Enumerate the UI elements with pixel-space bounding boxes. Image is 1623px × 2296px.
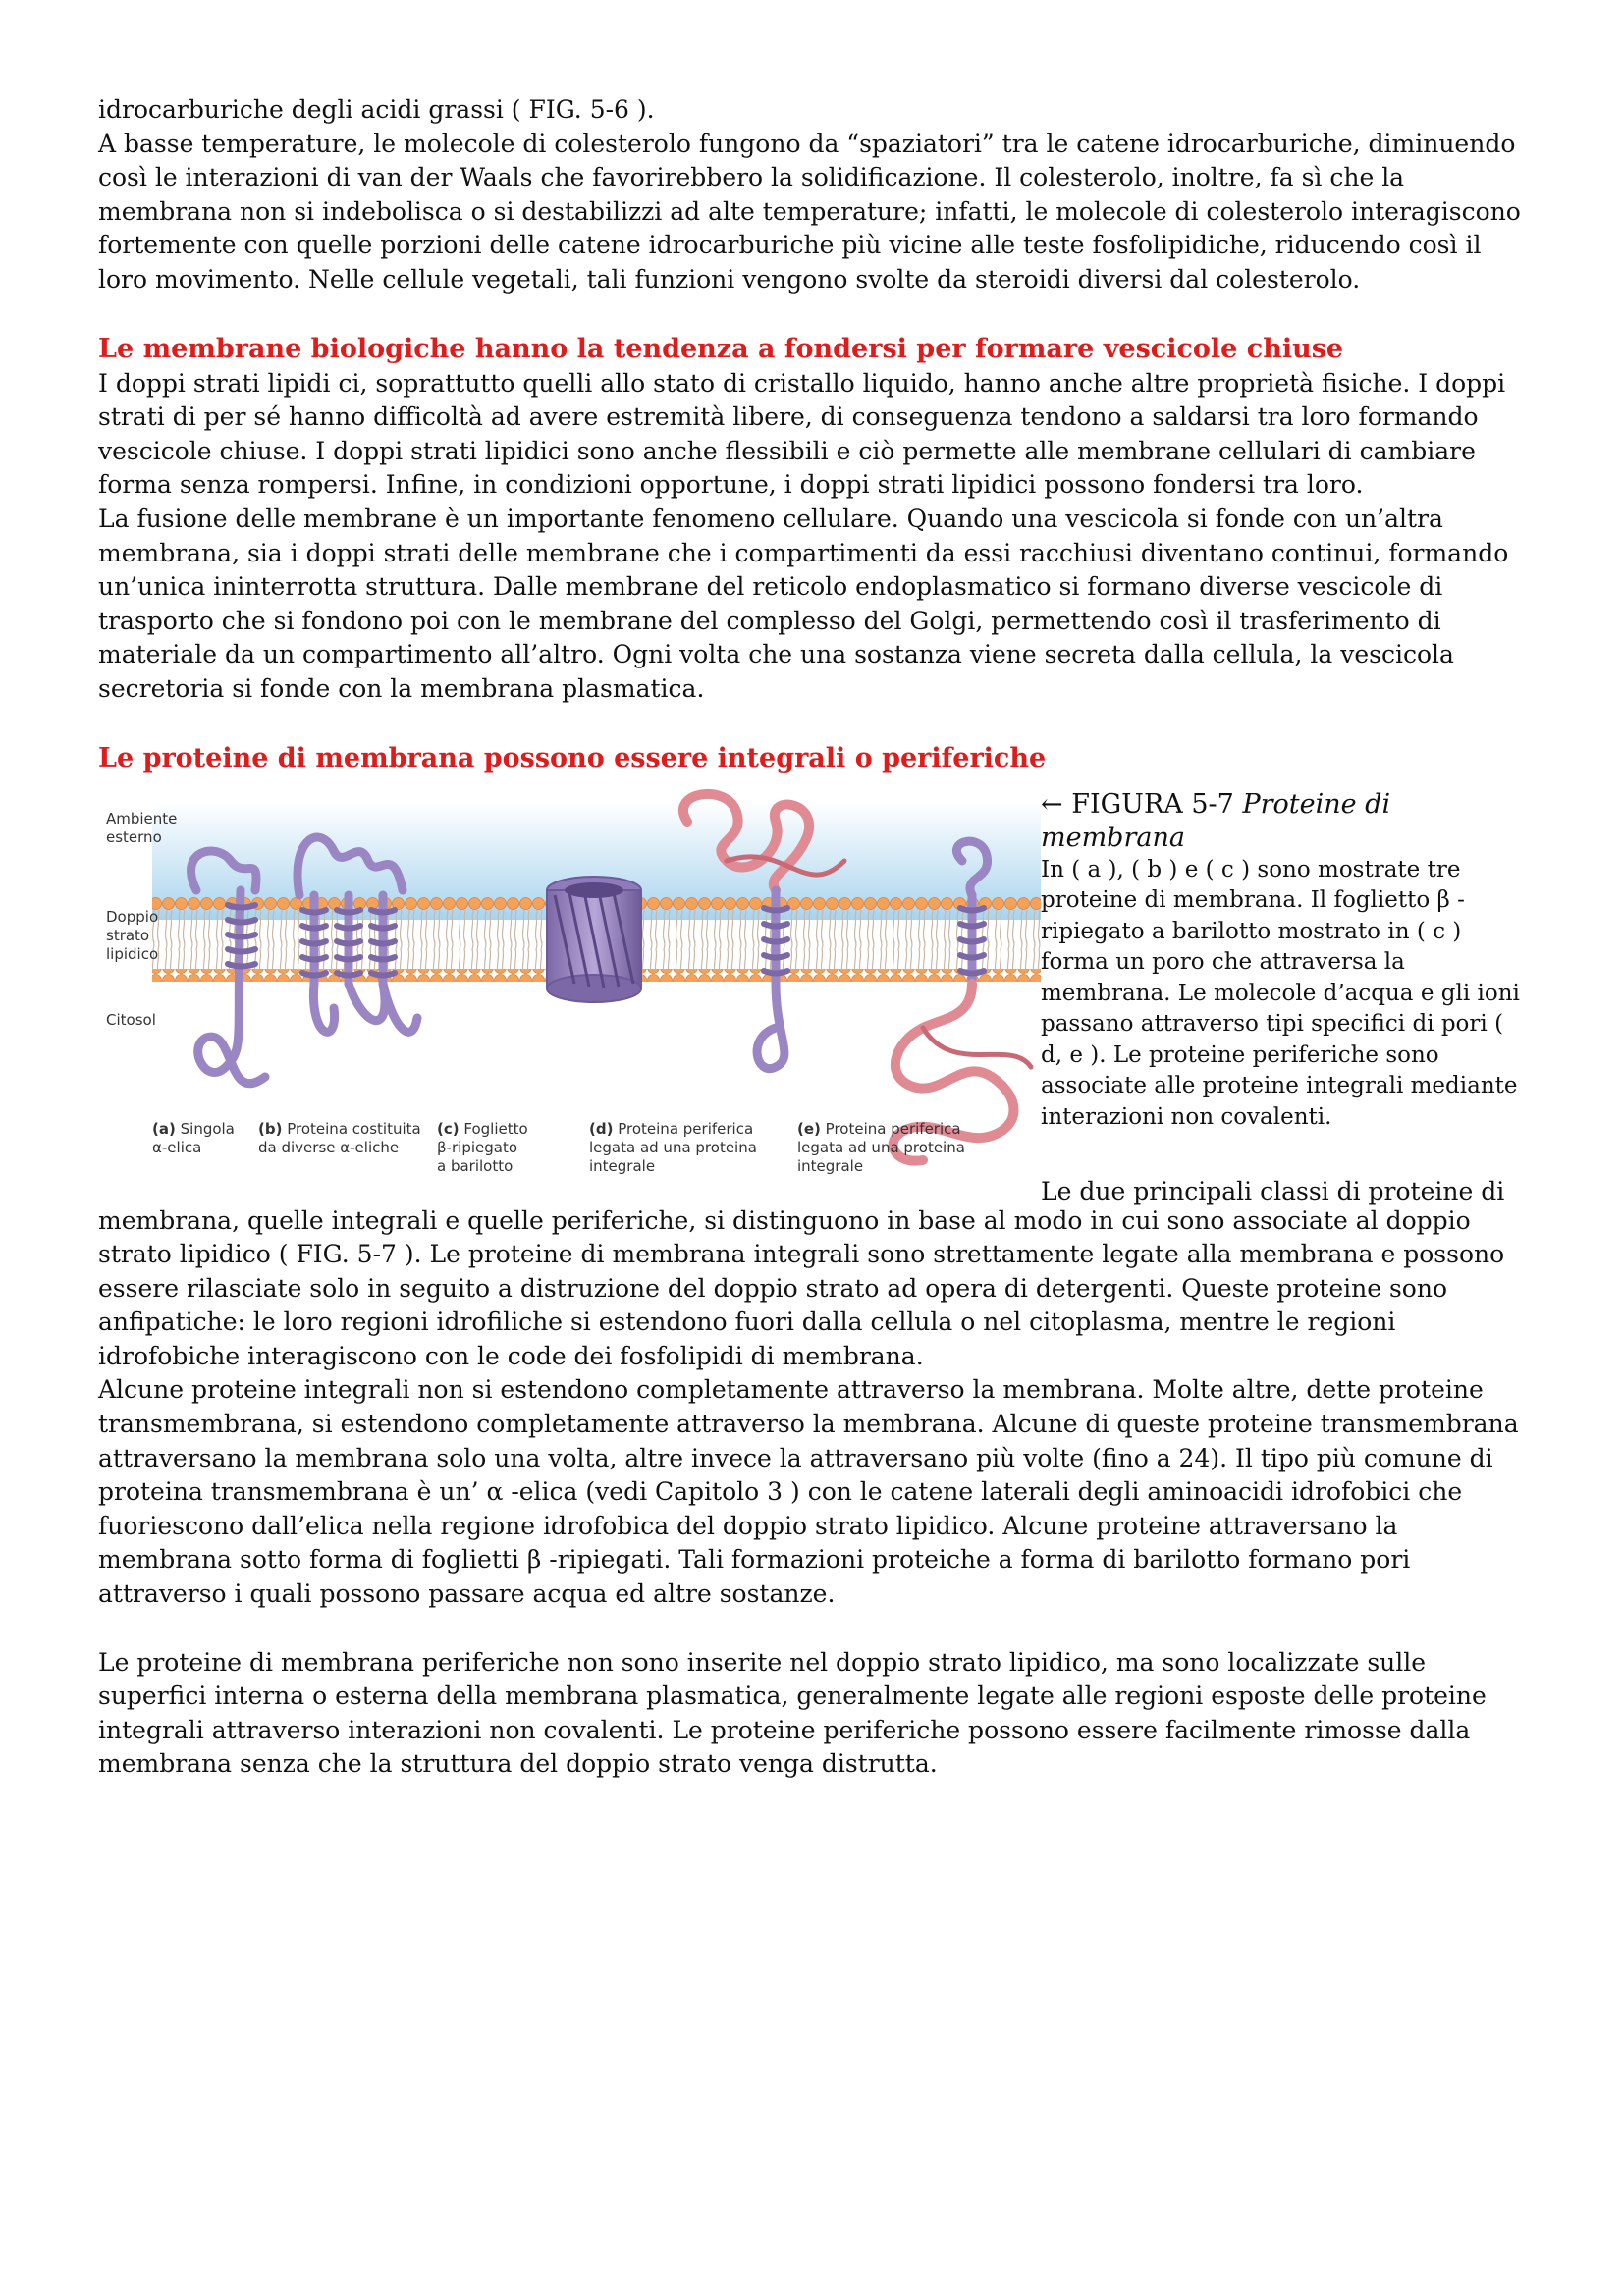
- membrane-proteins-figure: [98, 782, 1041, 1204]
- paragraph-cholesterol: A basse temperature, le molecole di colesterolo fungono da “spaziatori” tra le catene idrocarburiche, diminuendo così le interazioni di van der Waals che favorirebbero la solidificazione. Il colesterolo, inoltre, fa sì che la membrana non si indebolisca o si destabilizzi ad alte temperature; infatti, le molecole di colesterolo interagiscono fortemente con quelle porzioni delle catene idrocarburiche più vicine alle teste fosfolipidiche, riducendo così il loro movimento. Nelle cellule vegetali, tali funzioni vengono svolte da steroidi diversi dal colesterolo.: [98, 129, 1521, 294]
- subcaption-b: (b) Proteina costituita da diverse α-eliche: [258, 1119, 421, 1156]
- figure-caption-title: ← FIGURA 5-7 Proteine di membrana: [1041, 788, 1391, 853]
- figure-block: [98, 782, 1532, 1204]
- label-doppio-strato: Doppio strato lipidico: [106, 907, 159, 963]
- subcaption-d: (d) Proteina periferica legata ad una proteina integrale: [589, 1119, 757, 1175]
- label-ambiente: Ambiente esterno: [106, 809, 178, 846]
- section-heading-proteins: Le proteine di membrana possono essere integrali o periferiche: [98, 742, 1047, 774]
- paragraph-bilayer-properties: I doppi strati lipidi ci, soprattutto quelli allo stato di cristallo liquido, hanno anche altre proprietà fisiche. I doppi strati di per sé hanno difficoltà ad avere estremità libere, di conseguenza tendono a saldarsi tra loro formando vescicole chiuse. I doppi strati lipidici sono anche flessibili e ciò permette alle membrane cellulari di cambiare forma senza rompersi. Infine, in condizioni opportune, i doppi strati lipidici possono fondersi tra loro.: [98, 368, 1506, 500]
- paragraph-membrane-fusion: La fusione delle membrane è un importante fenomeno cellulare. Quando una vescicola si fonde con un’altra membrana, sia i doppi strati delle membrane che i compartimenti da essi racchiusi diventano continui, formando un’unica ininterrotta struttura. Dalle membrane del reticolo endoplasmatico si formano diverse vescicole di trasporto che si fondono poi con le membrane del complesso del Golgi, permettendo così il trasferimento di materiale da un compartimento all’altro. Ogni volta che una sostanza viene secreta dalla cellula, la vescicola secretoria si fonde con la membrana plasmatica.: [98, 504, 1509, 703]
- paragraph-protein-classes: membrana, quelle integrali e quelle periferiche, si distinguono in base al modo in cui sono associate al doppio strato lipidico ( FIG. 5-7 ). Le proteine di membrana integrali sono strettamente legate alla membrana e possono essere rilasciate solo in seguito a distruzione del doppio strato ad opera di detergenti. Queste proteine sono anfipatiche: le loro regioni idrofiliche si estendono fuori dalla cellula o nel citoplasma, mentre le regioni idrofobiche interagiscono con le code dei fosfolipidi di membrana.: [98, 1205, 1505, 1370]
- paragraph-fatty-acids: idrocarburiche degli acidi grassi ( FIG. 5-6 ).: [98, 95, 655, 124]
- paragraph-peripheral: Le proteine di membrana periferiche non sono inserite nel doppio strato lipidico, ma sono localizzate sulle superfici interna o esterna della membrana plasmatica, generalmente legate alle regioni esposte delle proteine integrali attraverso interazioni non covalenti. Le proteine periferiche possono essere facilmente rimosse dalla membrana senza che la struttura del doppio strato venga distrutta.: [98, 1647, 1487, 1779]
- beta-barrel-protein: [547, 877, 641, 1002]
- subcaption-e: (e) Proteina periferica legata ad una proteina integrale: [797, 1119, 965, 1175]
- figure-caption-body: In ( a ), ( b ) e ( c ) sono mostrate tre proteine di membrana. Il foglietto β -ripiegato a barilotto mostrato in ( c ) forma un poro che attraversa la membrana. Le molecole d’acqua e gli ioni passano attraverso tipi specifici di pori ( d, e ). Le proteine periferiche sono associate alle proteine integrali mediante interazioni non covalenti.: [1041, 856, 1520, 1130]
- arrow-left-icon: ←: [1041, 788, 1063, 820]
- figure-caption: [1041, 788, 1532, 1134]
- paragraph-protein-classes-start: Le due principali classi di proteine di: [1041, 1176, 1505, 1205]
- paragraph-transmembrane: Alcune proteine integrali non si estendono completamente attraverso la membrana. Molte altre, dette proteine transmembrana, si estendono completamente attraverso la membrana. Alcune di queste proteine transmembrana attraversano la membrana solo una volta, altre invece la attraversano più volte (fino a 24). Il tipo più comune di proteina transmembrana è un’ α -elica (vedi Capitolo 3 ) con le catene laterali degli aminoacidi idrofobici che fuoriescono dall’elica nella regione idrofobica del doppio strato lipidico. Alcune proteine attraversano la membrana sotto forma di foglietti β -ripiegati. Tali formazioni proteiche a forma di barilotto formano pori attraverso i quali possono passare acqua ed altre sostanze.: [98, 1375, 1519, 1609]
- document-page: [98, 93, 1532, 1782]
- subcaption-a: (a) Singola α-elica: [152, 1119, 235, 1156]
- label-citosol: Citosol: [106, 1010, 156, 1029]
- subcaption-c: (c) Foglietto β-ripiegato a barilotto: [437, 1119, 528, 1175]
- section-heading-vesicles: Le membrane biologiche hanno la tendenza a fondersi per formare vescicole chiuse: [98, 333, 1344, 364]
